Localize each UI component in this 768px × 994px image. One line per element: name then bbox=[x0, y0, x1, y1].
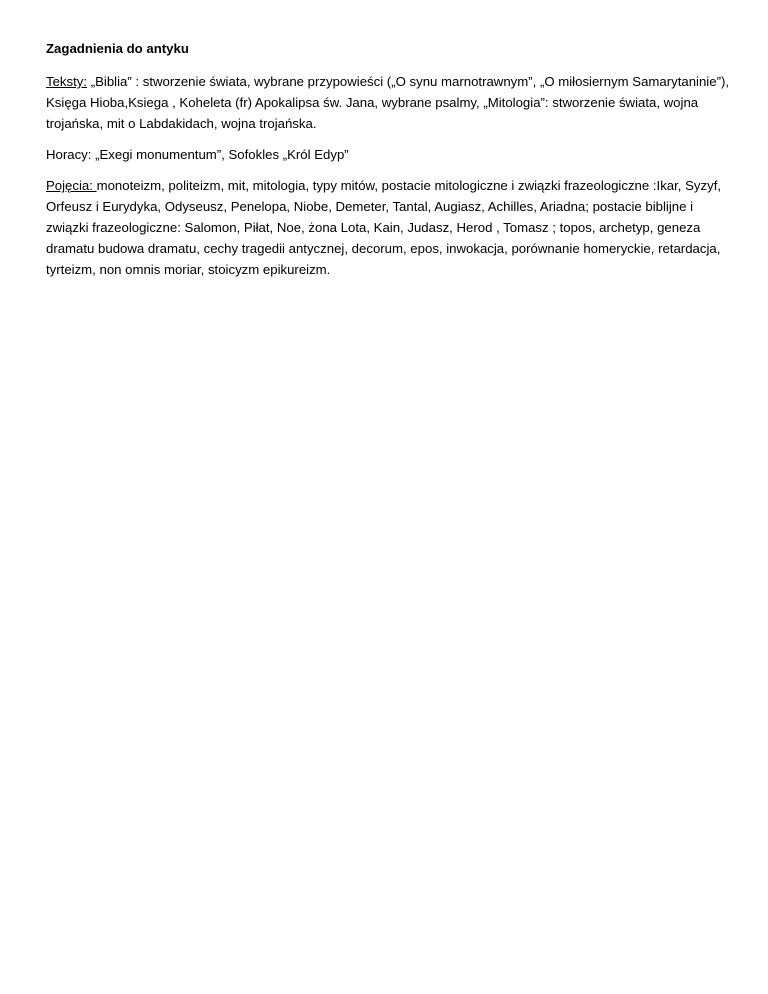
document-title: Zagadnienia do antyku bbox=[46, 41, 189, 56]
texts-body: „Biblia” : stworzenie świata, wybrane przypowieści („O synu marnotrawnym”, „O miłosiernym Samarytaninie”), Księga Hioba,Ksiega , Koheleta (fr) Apokalipsa św. Jana, wybrane psalmy, „Mitologia”: stworzenie świata, wojna trojańska, mit o Labdakidach, wojna trojańska. bbox=[46, 74, 730, 131]
texts-label: Teksty: bbox=[46, 74, 88, 89]
authors-paragraph: Horacy: „Exegi monumentum”, Sofokles „Król Edyp” bbox=[46, 147, 349, 162]
texts-paragraph bbox=[46, 71, 736, 134]
concepts-paragraph bbox=[46, 175, 736, 280]
document-content bbox=[46, 38, 736, 290]
concepts-body: monoteizm, politeizm, mit, mitologia, typy mitów, postacie mitologiczne i związki frazeologiczne :Ikar, Syzyf, Orfeusz i Eurydyka, Odyseusz, Penelopa, Niobe, Demeter, Tantal, Augiasz, Achilles, Ariadna; postacie biblijne i związki frazeologiczne: Salomon, Piłat, Noe, żona Lota, Kain, Judasz, Herod , Tomasz ; topos, archetyp, geneza dramatu budowa dramatu, cechy tragedii antycznej, decorum, epos, inwokacja, porównanie homeryckie, retardacja, tyrteizm, non omnis moriar, stoicyzm epikureizm. bbox=[46, 178, 722, 277]
concepts-label: Pojęcia: bbox=[46, 178, 97, 193]
